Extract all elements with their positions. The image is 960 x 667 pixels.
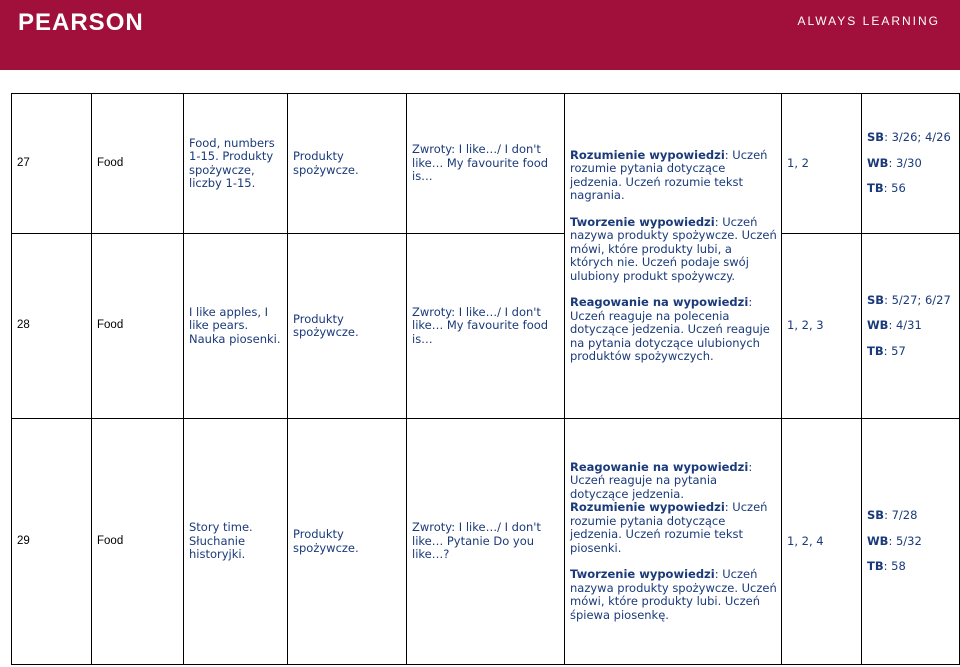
skill-section: Reagowanie na wypowiedzi: Uczeń reaguje na pytania dotyczące jedzenia.	[570, 459, 753, 501]
skill-section: Tworzenie wypowiedzi: Uczeń nazywa produkty spożywcze. Uczeń mówi, które produkty lubi. Uczeń śpiewa piosenkę.	[570, 567, 777, 622]
table-row	[12, 419, 960, 665]
lesson-number: 29	[12, 419, 92, 665]
pearson-logo: PEARSON	[18, 9, 144, 36]
lesson-number: 27	[12, 94, 92, 234]
skill-section: Tworzenie wypowiedzi: Uczeń nazywa produkty spożywcze. Uczeń mówi, które produkty lubi, a których nie. Uczeń podaje swój ulubiony produkt spożywczy.	[570, 214, 777, 283]
header-tagline: ALWAYS LEARNING	[797, 14, 940, 28]
book-references: SB: 3/26; 4/26 WB: 3/30 TB: 56	[862, 94, 960, 234]
module-name: Food	[92, 234, 184, 419]
vocabulary: Produkty spożywcze.	[288, 94, 407, 234]
lesson-number: 28	[12, 234, 92, 419]
vocabulary: Produkty spożywcze.	[288, 234, 407, 419]
lesson-topic: Food, numbers 1-15. Produkty spożywcze, liczby 1-15.	[184, 94, 288, 234]
lesson-plan-table	[11, 93, 960, 665]
vocabulary: Produkty spożywcze.	[288, 419, 407, 665]
track-numbers: 1, 2, 3	[782, 234, 862, 419]
grammar-structures: Zwroty: I like…/ I don't like… My favourite food is…	[407, 94, 565, 234]
grammar-structures: Zwroty: I like…/ I don't like… My favourite food is…	[407, 234, 565, 419]
module-name: Food	[92, 94, 184, 234]
skill-section: Rozumienie wypowiedzi: Uczeń rozumie pytania dotyczące jedzenia. Uczeń rozumie tekst nagrania.	[570, 147, 768, 202]
lesson-topic: I like apples, I like pears. Nauka piosenki.	[184, 234, 288, 419]
table-row	[12, 94, 960, 234]
skills-cell	[565, 94, 782, 419]
book-references: SB: 5/27; 6/27 WB: 4/31 TB: 57	[862, 234, 960, 419]
skill-section: Rozumienie wypowiedzi: Uczeń rozumie pytania dotyczące jedzenia. Uczeń rozumie tekst piosenki.	[570, 500, 768, 555]
book-references: SB: 7/28 WB: 5/32 TB: 58	[862, 419, 960, 665]
pearson-header	[0, 0, 960, 70]
module-name: Food	[92, 419, 184, 665]
track-numbers: 1, 2	[782, 94, 862, 234]
track-numbers: 1, 2, 4	[782, 419, 862, 665]
grammar-structures: Zwroty: I like…/ I don't like… Pytanie Do you like…?	[407, 419, 565, 665]
lesson-topic: Story time. Słuchanie historyjki.	[184, 419, 288, 665]
skills-cell	[565, 419, 782, 665]
table-row	[12, 234, 960, 419]
skill-section: Reagowanie na wypowiedzi: Uczeń reaguje na polecenia dotyczące jedzenia. Uczeń reaguje na pytania dotyczące ulubionych produktów spożywczych.	[570, 295, 770, 363]
